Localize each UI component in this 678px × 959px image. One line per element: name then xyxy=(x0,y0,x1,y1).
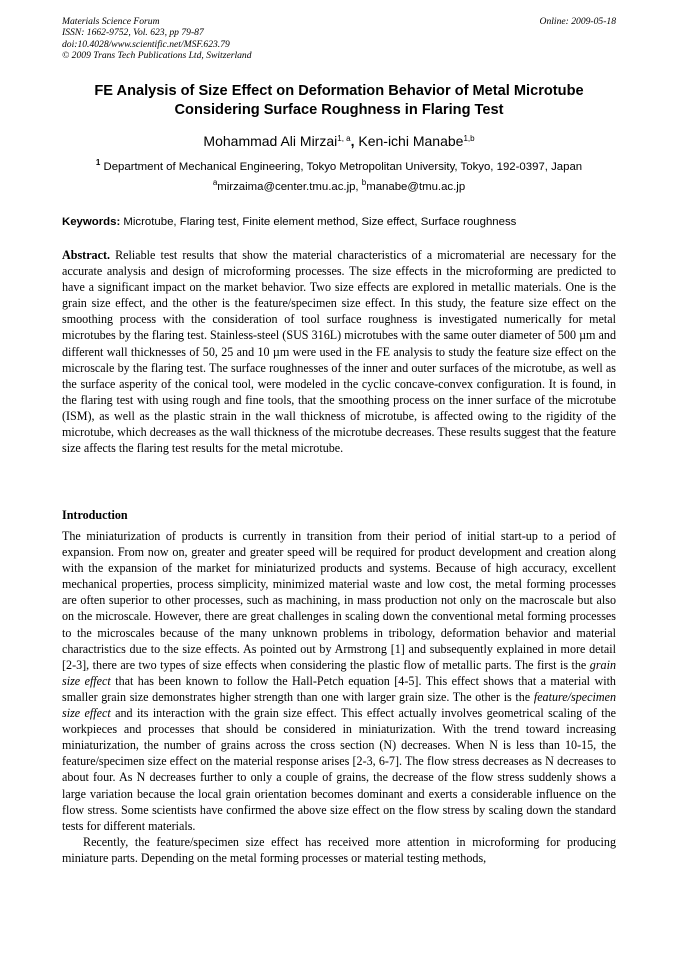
paragraph-text: The miniaturization of products is currently in transition from their period of initial start-up to a period of expansion. From now on, greater and greater speed will be required for product development and creation along with the expansion of the market for miniaturized products and systems. Because of high accuracy, excellent mechanical properties, process simplicity, minimized material waste and low cost, the metal forming processes are often superior to other processes, such as machining, in mass production not only on the macroscale but also on the microscale. However, there are great challenges in scaling down the conventional metal forming processes to the microscales because of the many unknown problems in tribology, deformation behavior and material charactristics due to the size effects. As pointed out by Armstrong [1] and subsequently explained in more detail [2-3], there are two types of size effects when considering the plastic flow of metallic parts. The first is the xyxy=(62,529,616,672)
affiliation-text: Department of Mechanical Engineering, Tokyo Metropolitan University, Tokyo, 192-0397, Japan xyxy=(103,161,583,173)
online-date: Online: 2009-05-18 xyxy=(539,16,616,27)
issn-line: ISSN: 1662-9752, Vol. 623, pp 79-87 xyxy=(62,27,204,39)
copyright-line: © 2009 Trans Tech Publications Ltd, Switzerland xyxy=(62,50,252,62)
author-1: Mohammad Ali Mirzai xyxy=(203,133,338,149)
title-line-2: Considering Surface Roughness in Flaring Test xyxy=(174,102,504,118)
emphasis-grain-size-effect: grain size effect xyxy=(62,657,616,688)
title-line-1: FE Analysis of Size Effect on Deformation Behavior of Metal Microtube xyxy=(94,83,584,99)
email-a-mark: a xyxy=(212,178,218,187)
paragraph-text: and its interaction with the grain size effect. This effect actually involves geometrical scaling of the workpieces and processes that should be considered in miniaturization. With the trend toward increasing miniaturization, the number of grains across the cross section (N) decreases. When N is less than 10-15, the feature/specimen size effect on the material response arises [2-3, 6-7]. The flow stress decreases as N decreases to about four. As N decreases further to only a couple of grains, the decrease of the flow stress suddenly shows a large variation because the local grain orientation becomes dominant and exerts a considerable influence on the flow stress. Some scientists have confirmed the above size effect on the flow stress by scaling down the standard tests for different materials. xyxy=(62,706,616,833)
introduction-body xyxy=(62,528,616,866)
affiliation-mark: 1 xyxy=(95,158,101,167)
abstract-text: Reliable test results that show the material characteristics of a micromaterial are necessary for the accurate analysis and design of microforming processes. The size effects in the microforming are predicted to have a significant impact on the market behavior. Two size effects are explored in metallic materials. One is the grain size effect, and the other is the feature/specimen size effect. In this study, the feature size effect on the smoothing process with the consideration of tool surface roughness is investigated numerically for metal microtubes by the flaring test. Stainless-steel (SUS 316L) microtubes with the same outer diameter of 500 µm and different wall thicknesses of 50, 25 and 10 µm were used in the FE analysis to study the feature size effect on the microscale by the flaring test. The surface roughnesses of the inner and outer surfaces of the microtube, as well as the surface asperity of the conical tool, were modeled in the cyclic concave-convex configuration. It is found, in the flaring test with using rough and fine tools, that the smoothing process on the inner surface of the microtube (ISM), as well as the plastic strain in the wall thickness of microtube, is affected owing to the rigidity of the microtube, which decreases as the wall thickness of the microtube decreases. These results suggest that the feature size affects the flaring test results for the metal microtube. xyxy=(62,248,616,456)
email-a: mirzaima@center.tmu.ac.jp, xyxy=(217,181,362,193)
abstract xyxy=(62,247,616,456)
author-separator: , xyxy=(350,133,355,149)
introduction-paragraph-2: Recently, the feature/specimen size effect has received more attention in microforming for producing miniature parts. Depending on the metal forming processes or material testing methods, xyxy=(62,834,616,865)
author-1-affiliation-mark: 1, a xyxy=(337,134,351,143)
author-list xyxy=(40,132,638,150)
paragraph-text: that has been known to follow the Hall-Petch equation [4-5]. This effect shows that a material with smaller grain size demonstrates higher strength than one with larger grain size. The other is the xyxy=(62,673,616,704)
paper-title xyxy=(40,82,638,120)
doi-line: doi:10.4028/www.scientific.net/MSF.623.79 xyxy=(62,38,230,50)
keywords xyxy=(62,215,616,230)
introduction-paragraph-1 xyxy=(62,528,616,834)
section-heading-introduction: Introduction xyxy=(62,508,128,522)
keywords-label: Keywords: xyxy=(62,216,121,228)
emphasis-feature-size-effect: feature/specimen size effect xyxy=(62,689,616,721)
author-2: Ken-ichi Manabe xyxy=(358,133,464,149)
abstract-label: Abstract. xyxy=(62,248,111,262)
author-2-affiliation-mark: 1,b xyxy=(463,134,475,143)
email-b-mark: b xyxy=(361,178,367,187)
journal-name: Materials Science Forum xyxy=(62,16,160,27)
author-emails xyxy=(40,180,638,195)
email-b: manabe@tmu.ac.jp xyxy=(366,181,466,193)
journal-header xyxy=(62,16,616,62)
affiliation xyxy=(40,160,638,175)
keywords-text: Microtube, Flaring test, Finite element method, Size effect, Surface roughness xyxy=(123,216,517,228)
